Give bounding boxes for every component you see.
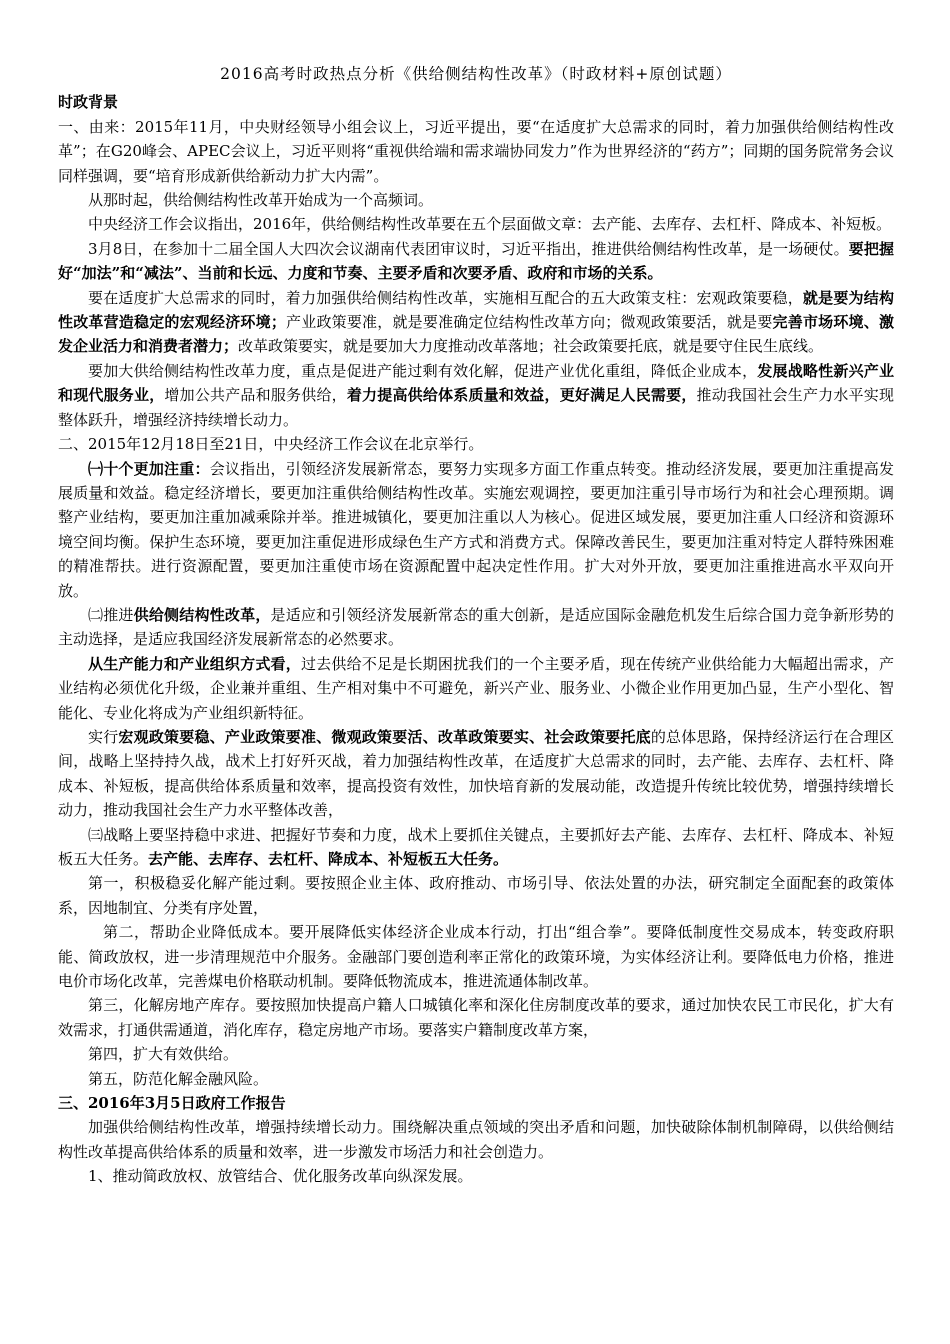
paragraph (58, 237, 894, 286)
bold-text: 就是要为结构性改革营造稳定的宏观经济环境； (58, 288, 894, 332)
paragraph: 第四，扩大有效供给。 (88, 1045, 239, 1064)
text-run: 会议指出，引领经济发展新常态，要努力实现多方面工作重点转变。推动经济发展，要更加注重提高发展质量和效益。稳定经济增长，要更加注重供给侧结构性改革。实施宏观调控，要更加注重引导市场行为和社会心理预期。调整产业结构，要更加注重加减乘除并举。推进城镇化，要更加注重以人为核心。促进区域发展，要更加注重人口经济和资源环境空间均衡。保护生态环境，要更加注重促进形成绿色生产方式和消费方式。保障改善民生，要更加注重对特定人群特殊困难的精准帮扶。进行资源配置，要更加注重使市场在资源配置中起决定性作用。扩大对外开放，要更加注重推进高水平双向开放。 (58, 459, 894, 600)
paragraph-origin: 一、由来：2015年11月，中央财经领导小组会议上，习近平提出，要“在适度扩大总需求的同时，着力加强供给侧结构性改革”；在G20峰会、APEC会议上，习近平则将“重视供给端和需求端协同发力”作为世界经济的“药方”；同期的国务院常务会议同样强调，要“培育形成新供给新动力扩大内需”。 (58, 117, 894, 185)
section-heading-3: 三、2016年3月5日政府工作报告 (58, 1094, 286, 1113)
bold-text: 从生产能力和产业组织方式看， (88, 654, 301, 673)
text-run: 过去供给不足是长期困扰我们的一个主要矛盾，现在传统产业供给能力大幅超出需求，产业结构必须优化升级，企业兼并重组、生产相对集中不可避免，新兴产业、服务业、小微企业作用更加凸显，生产小型化、智能化、专业化将成为产业组织新特征。 (58, 654, 894, 722)
bold-text: 宏观政策要稳、产业政策要准、微观政策要活、改革政策要实、社会政策要托底 (118, 727, 651, 746)
paragraph: 第二，帮助企业降低成本。要开展降低实体经济企业成本行动，打出“组合拳”。要降低制度性交易成本，转变政府职能、简政放权，进一步清理规范中介服务。金融部门要创造利率正常化的政策环境，为实体经济让利。要降低电力价格，推进电价市场化改革，完善煤电价格联动机制。要降低物流成本，推进流通体制改革。 (58, 923, 894, 991)
bold-text: 去产能、去库存、去杠杆、降成本、补短板五大任务。 (148, 850, 509, 868)
text-run: 增加公共产品和服务供给， (164, 386, 347, 405)
text-run: 产业政策要准，就是要准确定位结构性改革方向；微观政策要活，就是要 (285, 313, 773, 332)
paragraph: 加强供给侧结构性改革，增强持续增长动力。围绕解决重点领域的突出矛盾和问题，加快破除体制机制障碍，以供给侧结构性改革提高供给体系的质量和效率，进一步激发市场活力和社会创造力。 (58, 1118, 894, 1161)
bold-text: 供给侧结构性改革， (133, 605, 271, 624)
paragraph: 从那时起，供给侧结构性改革开始成为一个高频词。 (88, 191, 434, 210)
bold-text: 要把握好“加法”和“减法”、当前和长远、力度和节奏、主要矛盾和次要矛盾、政府和市场的关系。 (58, 239, 894, 283)
text-run: 要加大供给侧结构性改革力度，重点是促进产能过剩有效化解，促进产业优化重组，降低企业成本， (88, 361, 758, 380)
bold-text: 发展战略性新兴产业和现代服务业， (58, 361, 894, 405)
text-run: 改革政策要实，就是要加大力度推动改革落地；社会政策要托底，就是要守住民生底线。 (238, 337, 824, 356)
paragraph (58, 652, 894, 725)
bold-text: ㈠十个更加注重： (88, 459, 210, 478)
bold-text: 着力提高供给体系质量和效益，更好满足人民需要， (346, 386, 697, 405)
paragraph (58, 823, 894, 872)
text-run: ㈡推进 (88, 605, 134, 624)
document-title: 2016高考时政热点分析《供给侧结构性改革》（时政材料+原创试题） (220, 65, 732, 83)
paragraph: 1、推动简政放权、放管结合、优化服务改革向纵深发展。 (88, 1167, 473, 1186)
paragraph: 第三，化解房地产库存。要按照加快提高户籍人口城镇化率和深化住房制度改革的要求，通过加快农民工市民化，扩大有效需求，打通供需通道，消化库存，稳定房地产市场。要落实户籍制度改革方案， (58, 996, 894, 1039)
paragraph: 第一，积极稳妥化解产能过剩。要按照企业主体、政府推动、市场引导、依法处置的办法，研究制定全面配套的政策体系，因地制宜、分类有序处置， (58, 874, 894, 917)
paragraph: 中央经济工作会议指出，2016年，供给侧结构性改革要在五个层面做文章：去产能、去库存、去杠杆、降成本、补短板。 (88, 215, 892, 234)
text-run: 推动我国社会生产力水平实现整体跃升，增强经济持续增长动力。 (58, 386, 894, 429)
bold-text: 完善市场环境、激发企业活力和消费者潜力； (58, 313, 894, 356)
paragraph: 第五，防范化解金融风险。 (88, 1069, 269, 1088)
section-heading-background: 时政背景 (58, 93, 119, 112)
paragraph (58, 603, 894, 652)
paragraph (58, 359, 894, 432)
paragraph (58, 286, 894, 359)
text-run: 实行 (88, 727, 119, 746)
text-run: 3月8日，在参加十二届全国人大四次会议湖南代表团审议时，习近平指出，推进供给侧结构性改革，是一场硬仗。 (88, 239, 849, 258)
text-run: ㈢战略上要坚持稳中求进、把握好节奏和力度，战术上要抓住关键点，主要抓好去产能、去库存、去杠杆、降成本、补短板五大任务。 (58, 825, 894, 868)
section-heading-2: 二、2015年12月18日至21日，中央经济工作会议在北京举行。 (58, 435, 484, 454)
text-run: 是适应和引领经济发展新常态的重大创新，是适应国际金融危机发生后综合国力竞争新形势的主动选择，是适应我国经济发展新常态的必然要求。 (58, 605, 894, 649)
paragraph (58, 725, 894, 823)
text-run: 要在适度扩大总需求的同时，着力加强供给侧结构性改革，实施相互配合的五大政策支柱：宏观政策要稳， (88, 288, 803, 307)
paragraph (58, 457, 894, 603)
text-run: 的总体思路，保持经济运行在合理区间，战略上坚持持久战，战术上打好歼灭战，着力加强结构性改革，在适度扩大总需求的同时，去产能、去库存、去杠杆、降成本、补短板，提高供给体系质量和效率，提高投资有效性，加快培育新的发展动能，改造提升传统比较优势，增强持续增长动力，推动我国社会生产力水平整体改善， (58, 727, 894, 820)
